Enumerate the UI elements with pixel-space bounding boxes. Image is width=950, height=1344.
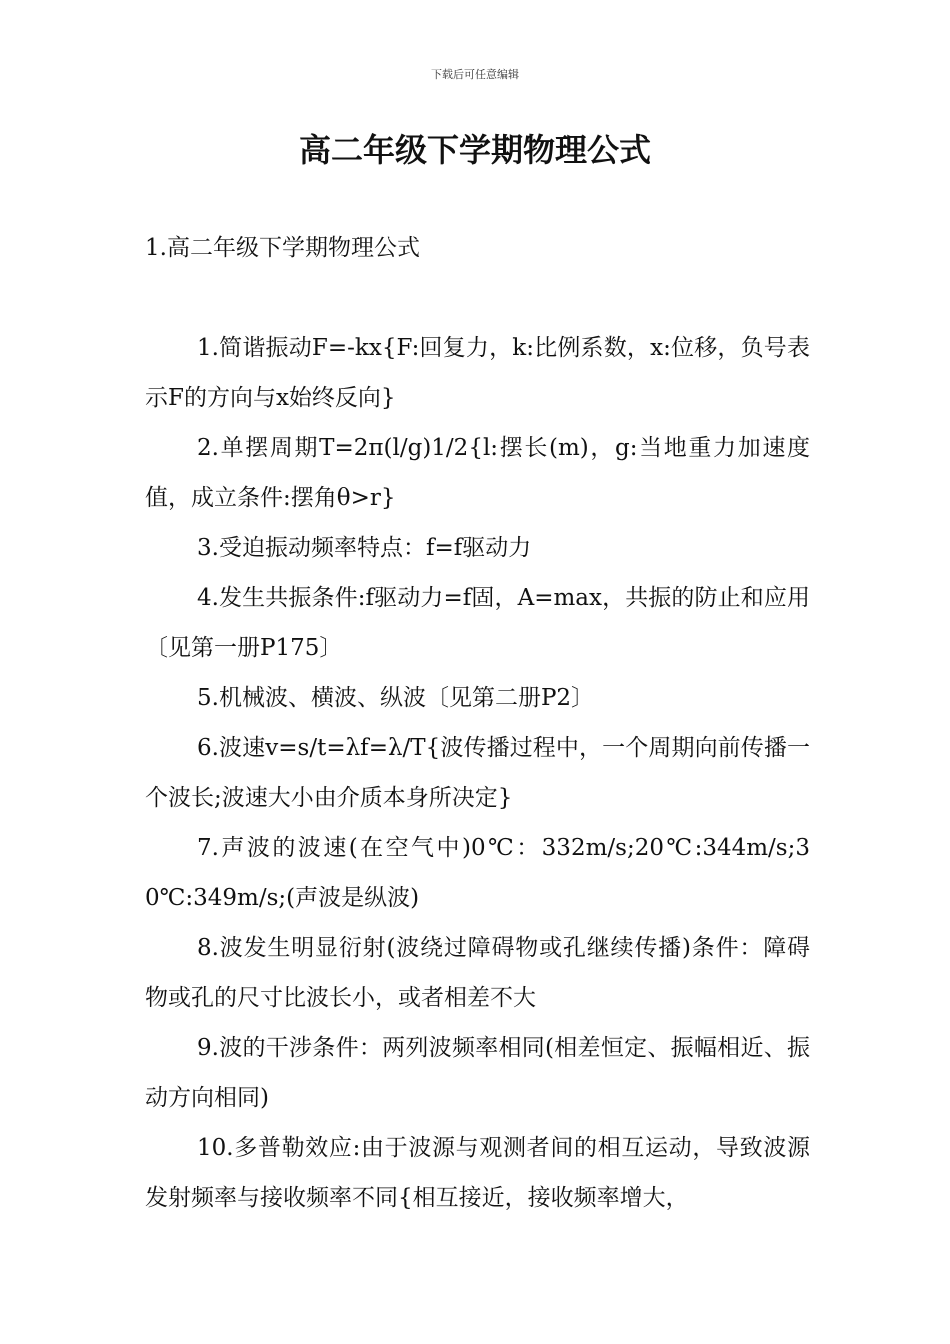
paragraph: 6.波速v=s/t=λf=λ/T{波传播过程中，一个周期向前传播一个波长;波速大小由介质本身所决定} (145, 735, 810, 811)
paragraph: 10.多普勒效应:由于波源与观测者间的相互运动，导致波源发射频率与接收频率不同{相互接近，接收频率增大， (145, 1135, 810, 1211)
paragraph: 8.波发生明显衍射(波绕过障碍物或孔继续传播)条件：障碍物或孔的尺寸比波长小，或者相差不大 (145, 935, 810, 1011)
header-note: 下载后可任意编辑 (431, 68, 519, 81)
paragraph: 5.机械波、横波、纵波〔见第二册P2〕 (197, 685, 595, 711)
paragraph: 3.受迫振动频率特点：f=f驱动力 (197, 535, 532, 561)
paragraph: 7.声波的波速(在空气中)0℃：332m/s;20℃:344m/s;30℃:349m/s;(声波是纵波) (145, 835, 810, 911)
document-body (145, 323, 810, 1223)
paragraph: 1.简谐振动F=-kx{F:回复力，k:比例系数，x:位移，负号表示F的方向与x始终反向} (145, 335, 810, 411)
section-heading: 1.高二年级下学期物理公式 (145, 235, 420, 261)
page-title: 高二年级下学期物理公式 (298, 131, 651, 169)
paragraph: 4.发生共振条件:f驱动力=f固，A=max，共振的防止和应用〔见第一册P175〕 (145, 585, 810, 661)
paragraph: 2.单摆周期T=2π(l/g)1/2{l:摆长(m)，g:当地重力加速度值，成立条件:摆角θ>r} (145, 435, 810, 511)
paragraph: 9.波的干涉条件：两列波频率相同(相差恒定、振幅相近、振动方向相同) (145, 1035, 810, 1111)
